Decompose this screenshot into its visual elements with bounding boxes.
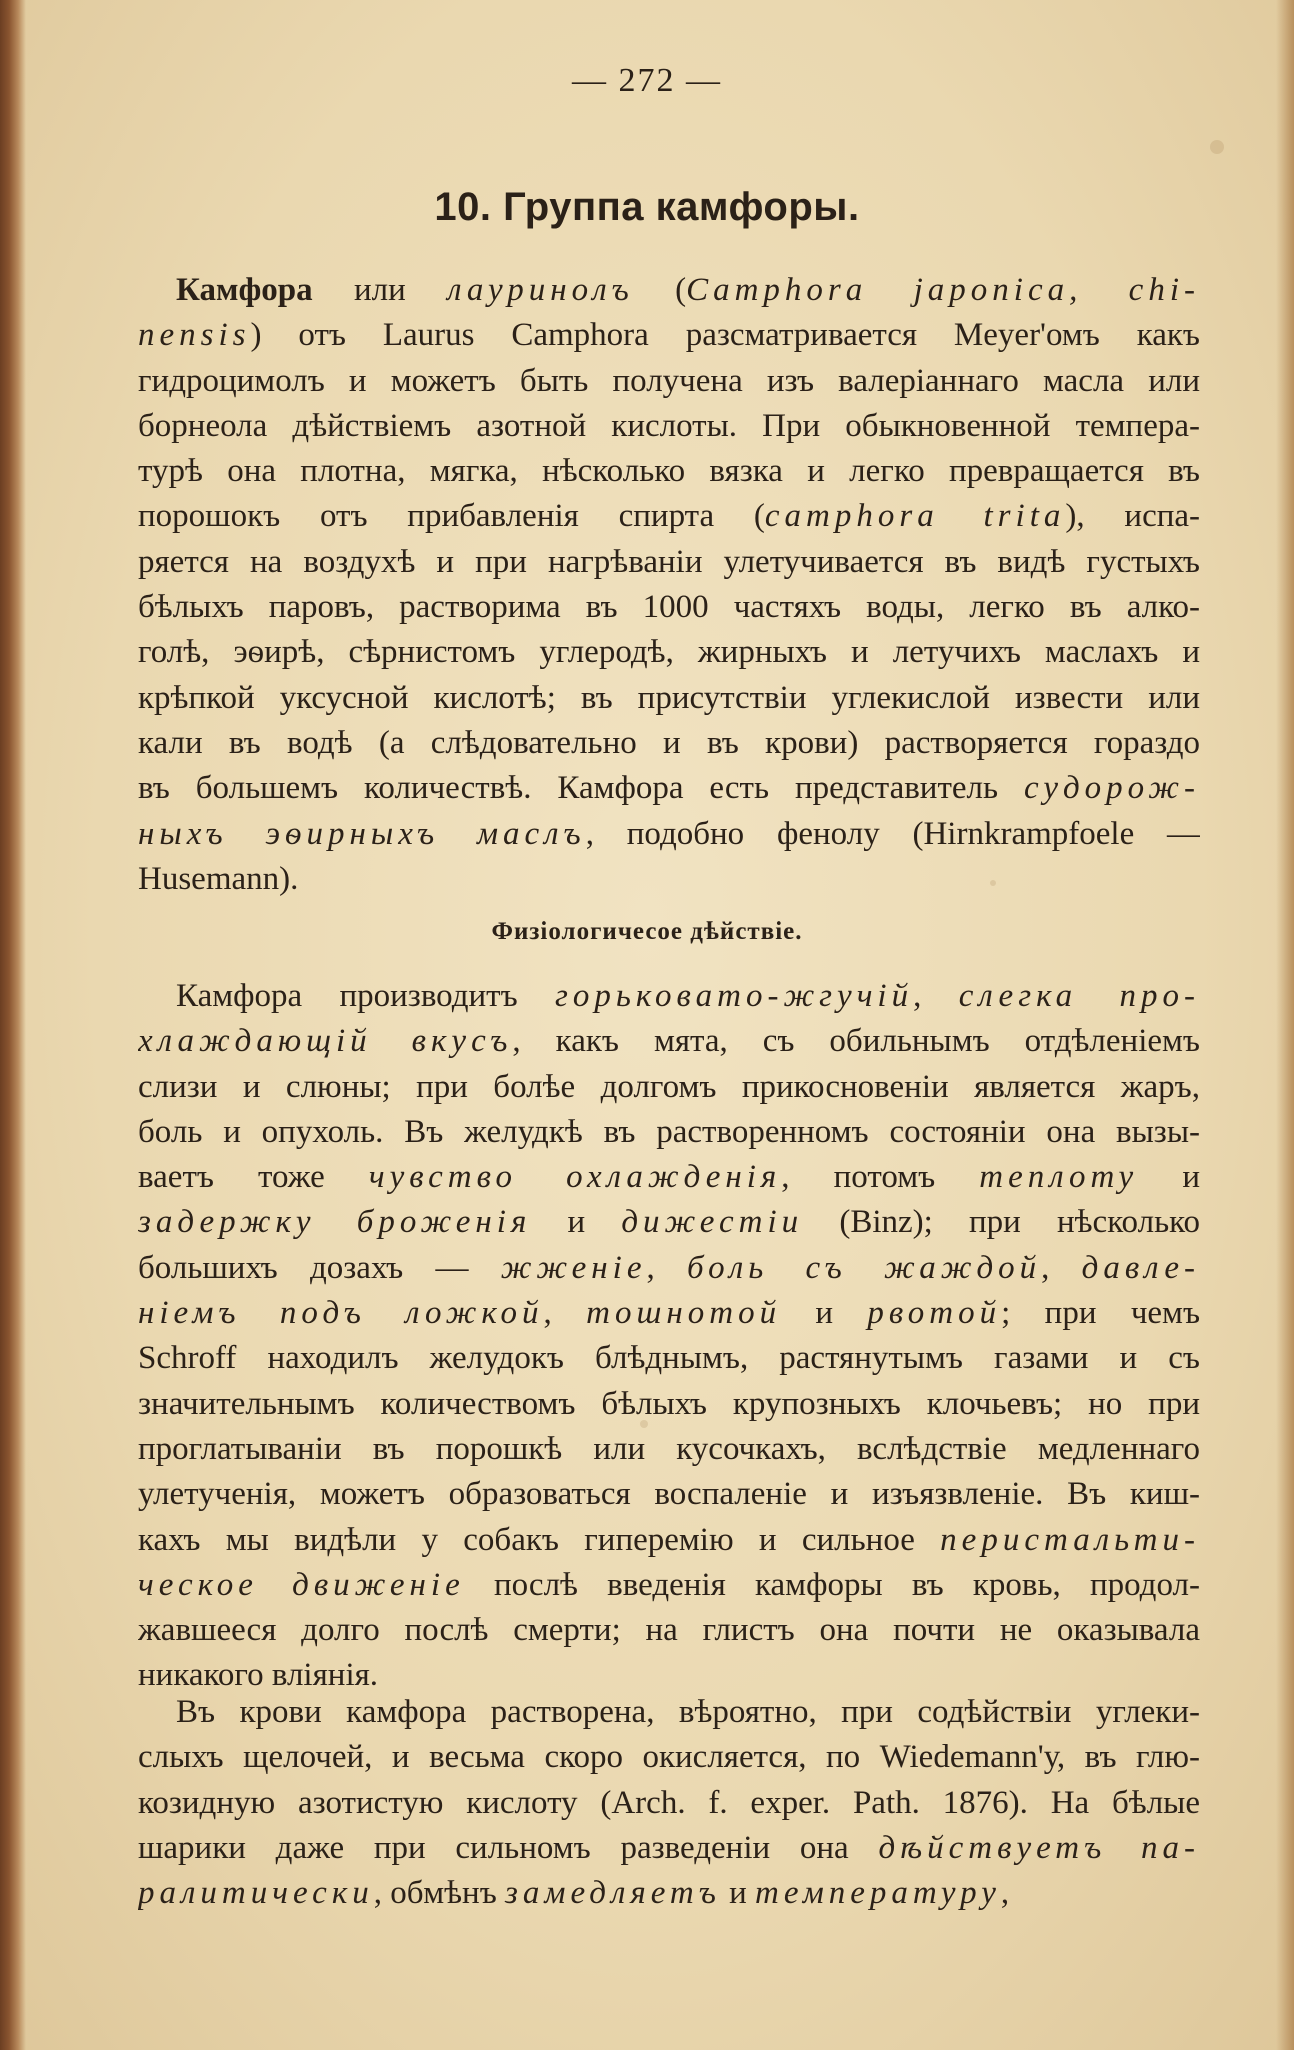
subheading-physiological-action: Физіологичесое дѣйствіе. — [491, 918, 803, 945]
text-run: турѣ она плотна, мягка, нѣсколько вязка и легко превращается въ — [138, 453, 1200, 490]
text-run: ваетъ тоже — [138, 1159, 369, 1196]
page-right-edge — [1276, 0, 1294, 2050]
emphasized-text: теплоту — [979, 1159, 1139, 1196]
emphasized-text: слегка про- — [958, 978, 1200, 1014]
text-line — [138, 313, 1200, 358]
text-line — [138, 1291, 1200, 1336]
text-run: Schroff находилъ желудокъ блѣднымъ, растянутымъ газами и съ — [138, 1340, 1200, 1377]
text-line — [138, 1563, 1200, 1608]
text-run: большихъ дозахъ — — [138, 1249, 501, 1286]
text-line — [138, 359, 1200, 404]
emphasized-text: судорож- — [1023, 770, 1200, 807]
text-run: гидроцимолъ и можетъ быть получена изъ валеріаннаго масла или — [138, 362, 1200, 399]
paper-stain — [1210, 140, 1224, 154]
book-binding-edge — [0, 0, 26, 2050]
text-line — [138, 1690, 1200, 1735]
emphasized-text: ралитически — [138, 1875, 374, 1912]
text-run: Въ крови камфора растворена, вѣроятно, при содѣйствіи углеки- — [176, 1694, 1200, 1730]
text-line — [138, 1382, 1200, 1427]
text-line — [138, 404, 1200, 449]
text-line — [138, 1826, 1200, 1871]
text-line — [138, 1735, 1200, 1780]
text-run: ), испа- — [1065, 498, 1200, 535]
text-line — [138, 1608, 1200, 1653]
text-run: порошокъ отъ прибавленія спирта ( — [138, 498, 765, 535]
text-line — [138, 766, 1200, 811]
emphasized-text: дѣйствуетъ па- — [878, 1829, 1200, 1866]
emphasized-text: тошнотой — [586, 1295, 782, 1332]
bold-term: Камфора — [176, 272, 313, 308]
emphasized-text: жженіе — [500, 1249, 647, 1286]
text-run: , обмѣнъ — [373, 1875, 506, 1912]
text-line — [138, 721, 1200, 766]
text-run: , — [543, 1295, 587, 1332]
text-line — [138, 1200, 1200, 1245]
text-run: крѣпкой уксусной кислотѣ; въ присутствіи углекислой извести или — [138, 679, 1200, 716]
text-run: , — [913, 978, 959, 1014]
text-line — [138, 1019, 1200, 1064]
text-run: козидную азотистую кислоту (Arch. f. exper. Path. 1876). На бѣлые — [138, 1784, 1200, 1821]
emphasized-text: camphora trita — [764, 498, 1066, 535]
text-run: жавшееся долго послѣ смерти; на глистъ она почти не оказывала — [138, 1612, 1200, 1649]
paragraph-camphor-intro — [138, 268, 1200, 902]
text-line — [138, 1427, 1200, 1472]
emphasized-text: дижестіи — [621, 1204, 804, 1241]
text-run: проглатываніи въ порошкѣ или кусочкахъ, вслѣдствіе медленнаго — [138, 1430, 1200, 1467]
text-run: ( — [633, 272, 687, 308]
paragraph-physiological-action — [138, 974, 1200, 1699]
emphasized-text: задержку броженія — [138, 1204, 532, 1241]
text-run: шарики даже при сильномъ разведеніи она — [138, 1829, 879, 1866]
text-line — [138, 1155, 1200, 1200]
text-run: , подобно фенолу (Hirnkrampfoele — — [585, 815, 1200, 852]
emphasized-text: ніемъ подъ ложкой — [138, 1295, 544, 1332]
text-run: кали въ водѣ (а слѣдовательно и въ крови) растворяется гораздо — [138, 724, 1200, 761]
emphasized-text: ческое движеніе — [138, 1566, 465, 1603]
text-run: голѣ, эѳирѣ, сѣрнистомъ углеродѣ, жирныхъ и летучихъ маслахъ и — [138, 634, 1200, 671]
text-line — [138, 1065, 1200, 1110]
text-run: въ большемъ количествѣ. Камфора есть представитель — [138, 770, 1024, 807]
text-run: и — [531, 1204, 622, 1241]
text-run: послѣ введенія камфоры въ кровь, продол- — [464, 1566, 1200, 1603]
emphasized-text: давле- — [1081, 1249, 1200, 1286]
text-line — [138, 1110, 1200, 1155]
text-run: слизи и слюны; при болѣе долгомъ прикосновеніи является жаръ, — [138, 1068, 1200, 1105]
paragraph-blood-action — [138, 1690, 1200, 1916]
emphasized-text: замедляетъ — [505, 1875, 721, 1912]
text-run: , потомъ — [781, 1159, 980, 1196]
text-line — [138, 585, 1200, 630]
text-line — [138, 1871, 1200, 1916]
text-line — [138, 1336, 1200, 1381]
text-run: (Binz); при нѣсколько — [803, 1204, 1200, 1241]
text-line — [138, 812, 1200, 857]
text-line — [138, 630, 1200, 675]
text-line — [138, 676, 1200, 721]
emphasized-text: лауринолъ — [447, 272, 634, 308]
text-run: борнеола дѣйствіемъ азотной кислоты. При обыкновенной темпера- — [138, 407, 1200, 444]
emphasized-text: перистальти- — [940, 1521, 1200, 1558]
text-run: ; при чемъ — [1001, 1295, 1200, 1332]
text-run: никакого вліянія. — [138, 1657, 379, 1694]
section-title: 10. Группа камфоры. — [434, 185, 860, 229]
text-run: ) отъ Laurus Camphora разсматривается Meyer'омъ какъ — [250, 317, 1200, 354]
emphasized-text: температуру — [755, 1875, 1001, 1912]
text-line — [138, 1246, 1200, 1291]
text-run: бѣлыхъ паровъ, растворима въ 1000 частяхъ воды, легко въ алко- — [138, 589, 1200, 626]
text-run: слыхъ щелочей, и весьма скоро окисляется, по Wiedemann'у, въ глю- — [138, 1739, 1200, 1776]
emphasized-text: хлаждающій вкусъ — [138, 1023, 513, 1060]
text-run: боль и опухоль. Въ желудкѣ въ растворенномъ состояніи она вызы- — [138, 1113, 1200, 1150]
text-line — [138, 268, 1200, 313]
text-line — [138, 449, 1200, 494]
text-run: кахъ мы видѣли у собакъ гиперемію и сильное — [138, 1521, 941, 1558]
text-line — [138, 974, 1200, 1019]
emphasized-text: горьковато-жгучій — [554, 978, 914, 1014]
text-run: , — [1000, 1875, 1010, 1912]
text-run: ряется на воздухѣ и при нагрѣваніи улетучивается въ видѣ густыхъ — [138, 543, 1200, 580]
text-line — [138, 1518, 1200, 1563]
text-run: и — [781, 1295, 868, 1332]
text-run: , — [1041, 1249, 1082, 1286]
emphasized-text: рвотой — [867, 1295, 1002, 1332]
text-run: улетученія, можетъ образоваться воспаленіе и изъязвленіе. Въ киш- — [138, 1476, 1200, 1513]
text-line — [138, 1472, 1200, 1517]
text-run: или — [312, 272, 448, 308]
text-run: , — [646, 1249, 687, 1286]
emphasized-text: nensis — [138, 317, 251, 354]
text-run: , какъ мята, съ обильнымъ отдѣленіемъ — [512, 1023, 1200, 1060]
text-line — [138, 494, 1200, 539]
text-line — [138, 857, 1200, 902]
emphasized-text: боль съ жаждой — [686, 1249, 1042, 1286]
emphasized-text: Camphora japonica, chi- — [686, 272, 1200, 308]
text-line — [138, 540, 1200, 585]
page-number: — 272 — — [572, 62, 722, 99]
text-run: Husemann). — [138, 860, 299, 897]
text-line — [138, 1781, 1200, 1826]
emphasized-text: ныхъ эѳирныхъ маслъ — [138, 815, 586, 852]
text-run: и — [1138, 1159, 1200, 1196]
text-run: Камфора производитъ — [176, 978, 555, 1014]
emphasized-text: чувство охлажденія — [368, 1159, 782, 1196]
text-run: и — [720, 1875, 756, 1912]
text-run: значительнымъ количествомъ бѣлыхъ крупозныхъ клочьевъ; но при — [138, 1385, 1200, 1422]
